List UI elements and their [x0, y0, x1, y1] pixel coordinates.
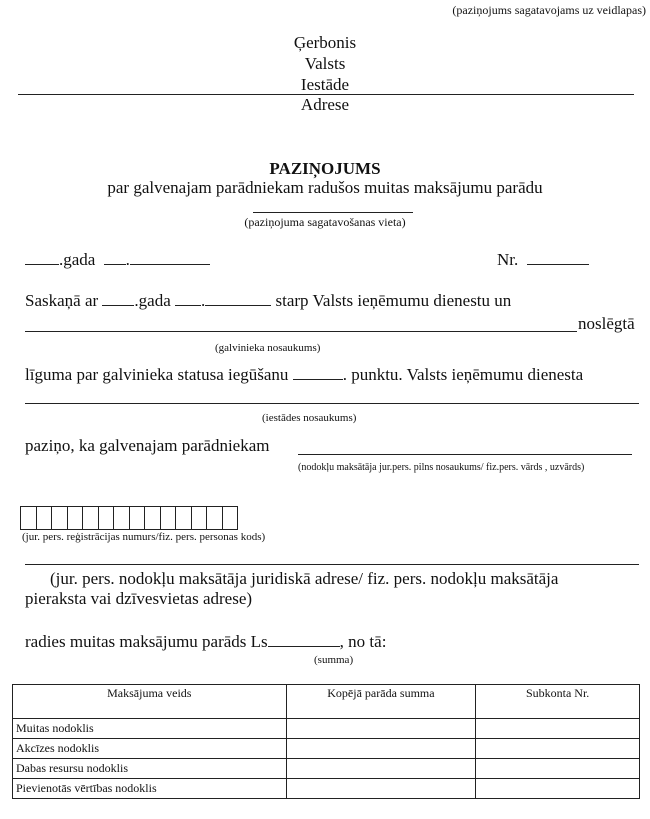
agreement-dot: . [201, 291, 206, 310]
date-row: .gada . [25, 250, 210, 270]
institution-line[interactable] [25, 403, 639, 404]
total-sum-cell[interactable] [286, 779, 476, 799]
debt-amount-caption: (summa) [314, 654, 354, 666]
subaccount-cell[interactable] [476, 759, 640, 779]
day-field[interactable] [104, 250, 126, 265]
agreement-month-field[interactable] [205, 291, 271, 306]
total-sum-cell[interactable] [286, 719, 476, 739]
agreement-year-field[interactable] [102, 291, 134, 306]
debt-amount-field[interactable] [268, 632, 340, 647]
table-header-row [13, 685, 640, 719]
payment-type-cell: Pievienotās vērtības nodoklis [13, 779, 287, 799]
point-text: . punktu. Valsts ieņēmumu dienesta [342, 365, 584, 384]
payment-table [12, 684, 640, 799]
institution-caption: (iestādes nosaukums) [262, 412, 357, 424]
notifies-text: paziņo, ka galvenajam parādniekam [25, 436, 270, 455]
reg-digit-box[interactable] [161, 507, 177, 529]
institution-label: Iestāde [300, 75, 350, 94]
table-row [13, 779, 640, 799]
document-subtitle: par galvenajam parādniekam radušos muitas maksājumu parādu [107, 178, 543, 197]
debt-end: , no tā: [339, 632, 387, 651]
year-field[interactable] [25, 250, 59, 265]
concluded-word: noslēgtā [578, 314, 635, 333]
reg-digit-box[interactable] [130, 507, 146, 529]
number-label: Nr. [497, 250, 519, 269]
place-line[interactable] [253, 212, 413, 213]
address-line[interactable] [25, 564, 639, 565]
between-text: starp Valsts ieņēmumu dienestu un [275, 291, 512, 310]
reg-digit-box[interactable] [145, 507, 161, 529]
address-label: Adrese [300, 95, 350, 114]
guarantor-caption: (galvinieka nosaukums) [215, 342, 321, 354]
total-sum-cell[interactable] [286, 759, 476, 779]
reg-digit-box[interactable] [176, 507, 192, 529]
header-total-sum: Kopējā parāda summa [286, 685, 476, 719]
header-payment-type: Maksājuma veids [13, 685, 287, 719]
agreement-status-text: līguma par galvinieka statusa iegūšanu [25, 365, 289, 384]
payment-type-cell: Muitas nodoklis [13, 719, 287, 739]
debtor-name-line[interactable] [298, 454, 632, 455]
registration-caption: (jur. pers. reģistrācijas numurs/fiz. pers. personas kods) [22, 531, 266, 543]
place-caption: (paziņojuma sagatavošanas vieta) [244, 215, 406, 229]
reg-digit-box[interactable] [99, 507, 115, 529]
agreement-gada: .gada [134, 291, 171, 310]
registration-number-boxes[interactable] [20, 506, 238, 530]
reg-digit-box[interactable] [37, 507, 53, 529]
form-note: (paziņojums sagatavojams uz veidlapas) [452, 3, 646, 17]
reg-digit-box[interactable] [114, 507, 130, 529]
address-caption-1: (jur. pers. nodokļu maksātāja juridiskā adrese/ fiz. pers. nodokļu maksātāja [50, 569, 559, 588]
year-word: .gada [59, 250, 96, 269]
document-title: PAZIŅOJUMS [269, 159, 381, 178]
state-label: Valsts [304, 54, 346, 73]
reg-digit-box[interactable] [207, 507, 223, 529]
letterhead [0, 32, 650, 95]
reg-digit-box[interactable] [68, 507, 84, 529]
reg-digit-box[interactable] [192, 507, 208, 529]
payment-type-cell: Dabas resursu nodoklis [13, 759, 287, 779]
reg-digit-box[interactable] [83, 507, 99, 529]
debt-text: radies muitas maksājumu parāds Ls [25, 632, 268, 651]
header-subaccount: Subkonta Nr. [476, 685, 640, 719]
debtor-caption: (nodokļu maksātāja jur.pers. pilns nosaukums/ fiz.pers. vārds , uzvārds) [298, 462, 585, 473]
address-caption-2: pieraksta vai dzīvesvietas adrese) [25, 589, 253, 608]
reg-digit-box[interactable] [52, 507, 68, 529]
agreement-line [25, 291, 511, 311]
number-row [497, 250, 589, 270]
reg-digit-box[interactable] [223, 507, 238, 529]
guarantor-status-line [25, 365, 583, 385]
according-to: Saskaņā ar [25, 291, 99, 310]
agreement-day-field[interactable] [175, 291, 201, 306]
table-row [13, 719, 640, 739]
reg-digit-box[interactable] [21, 507, 37, 529]
point-field[interactable] [293, 365, 343, 380]
guarantor-line[interactable] [25, 331, 577, 332]
total-sum-cell[interactable] [286, 739, 476, 759]
number-field[interactable] [527, 250, 589, 265]
subaccount-cell[interactable] [476, 719, 640, 739]
payment-type-cell: Akcīzes nodoklis [13, 739, 287, 759]
table-row [13, 739, 640, 759]
month-field[interactable] [130, 250, 210, 265]
debt-line [25, 632, 386, 652]
table-row [13, 759, 640, 779]
subaccount-cell[interactable] [476, 739, 640, 759]
subaccount-cell[interactable] [476, 779, 640, 799]
coat-of-arms-label: Ģerbonis [293, 33, 357, 52]
